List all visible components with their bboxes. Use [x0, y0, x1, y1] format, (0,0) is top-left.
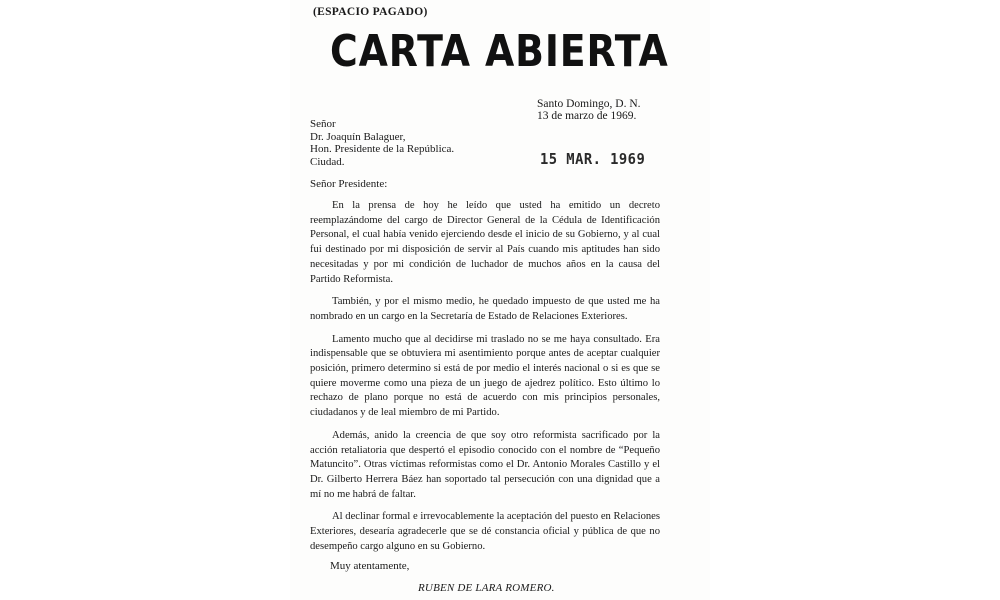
body-paragraph: Además, anido la creencia de que soy otro reformista sacrificado por la acción retaliatoria que despertó el episodio conocido con el nombre de “Pequeño Matuncito”. Otras víctimas reformistas como el Dr. Antonio Morales Castillo y el Dr. Gilberto Herrera Báez han soportado tal persecución con una dignidad que a mí no me habrá de faltar.: [310, 429, 660, 500]
closing-line: Muy atentamente,: [330, 560, 410, 572]
received-date-stamp: 15 MAR. 1969: [540, 150, 646, 168]
addressee-line: Hon. Presidente de la República.: [310, 143, 455, 155]
body-paragraph: También, y por el mismo medio, he quedado impuesto de que usted me ha nombrado en un cargo en la Secretaría de Estado de Relaciones Exteriores.: [310, 296, 660, 322]
salutation: Señor Presidente:: [310, 178, 388, 190]
body-paragraph: Al declinar formal e irrevocablemente la aceptación del puesto en Relaciones Exteriores, desearía agradecerle que se dé constancia oficial y pública de que no desempeño cargo alguno en su Gobierno.: [310, 511, 660, 552]
dateline-date: 13 de marzo de 1969.: [537, 110, 637, 122]
addressee-block: [310, 118, 454, 168]
letter-body: [310, 199, 660, 562]
body-paragraph: Lamento mucho que al decidirse mi traslado no se me haya consultado. Era indispensable que se obtuviera mi asentimiento porque antes de aceptar cualquier posición, primero determino si está de por medio el interés nacional o si es que se quiere moverme como una pieza de un juego de ajedrez político. Esto último lo rechazo de plano porque no está de acuerdo con mis principios personales, ciudadanos y de leal miembro de mi Partido.: [310, 333, 660, 419]
signature-name: RUBEN DE LARA ROMERO.: [418, 582, 555, 594]
body-paragraph: En la prensa de hoy he leído que usted ha emitido un decreto reemplazándome del cargo de Director General de la Cédula de Identificación Personal, el cual había venido ejerciendo desde el inicio de su Gobierno, y al cual fui destinado por mi disposición de servir al País cuando mis aptitudes han sido necesitadas y por mi condición de luchador de muchos años en la causa del Partido Reformista.: [310, 200, 660, 285]
dateline-place: Santo Domingo, D. N.: [537, 98, 641, 110]
addressee-line: Ciudad.: [310, 155, 345, 168]
paid-space-notice: (ESPACIO PAGADO): [313, 6, 428, 18]
addressee-line: Dr. Joaquín Balaguer,: [310, 130, 406, 143]
letter-title: CARTA ABIERTA: [330, 26, 669, 77]
addressee-line: Señor: [310, 118, 336, 130]
